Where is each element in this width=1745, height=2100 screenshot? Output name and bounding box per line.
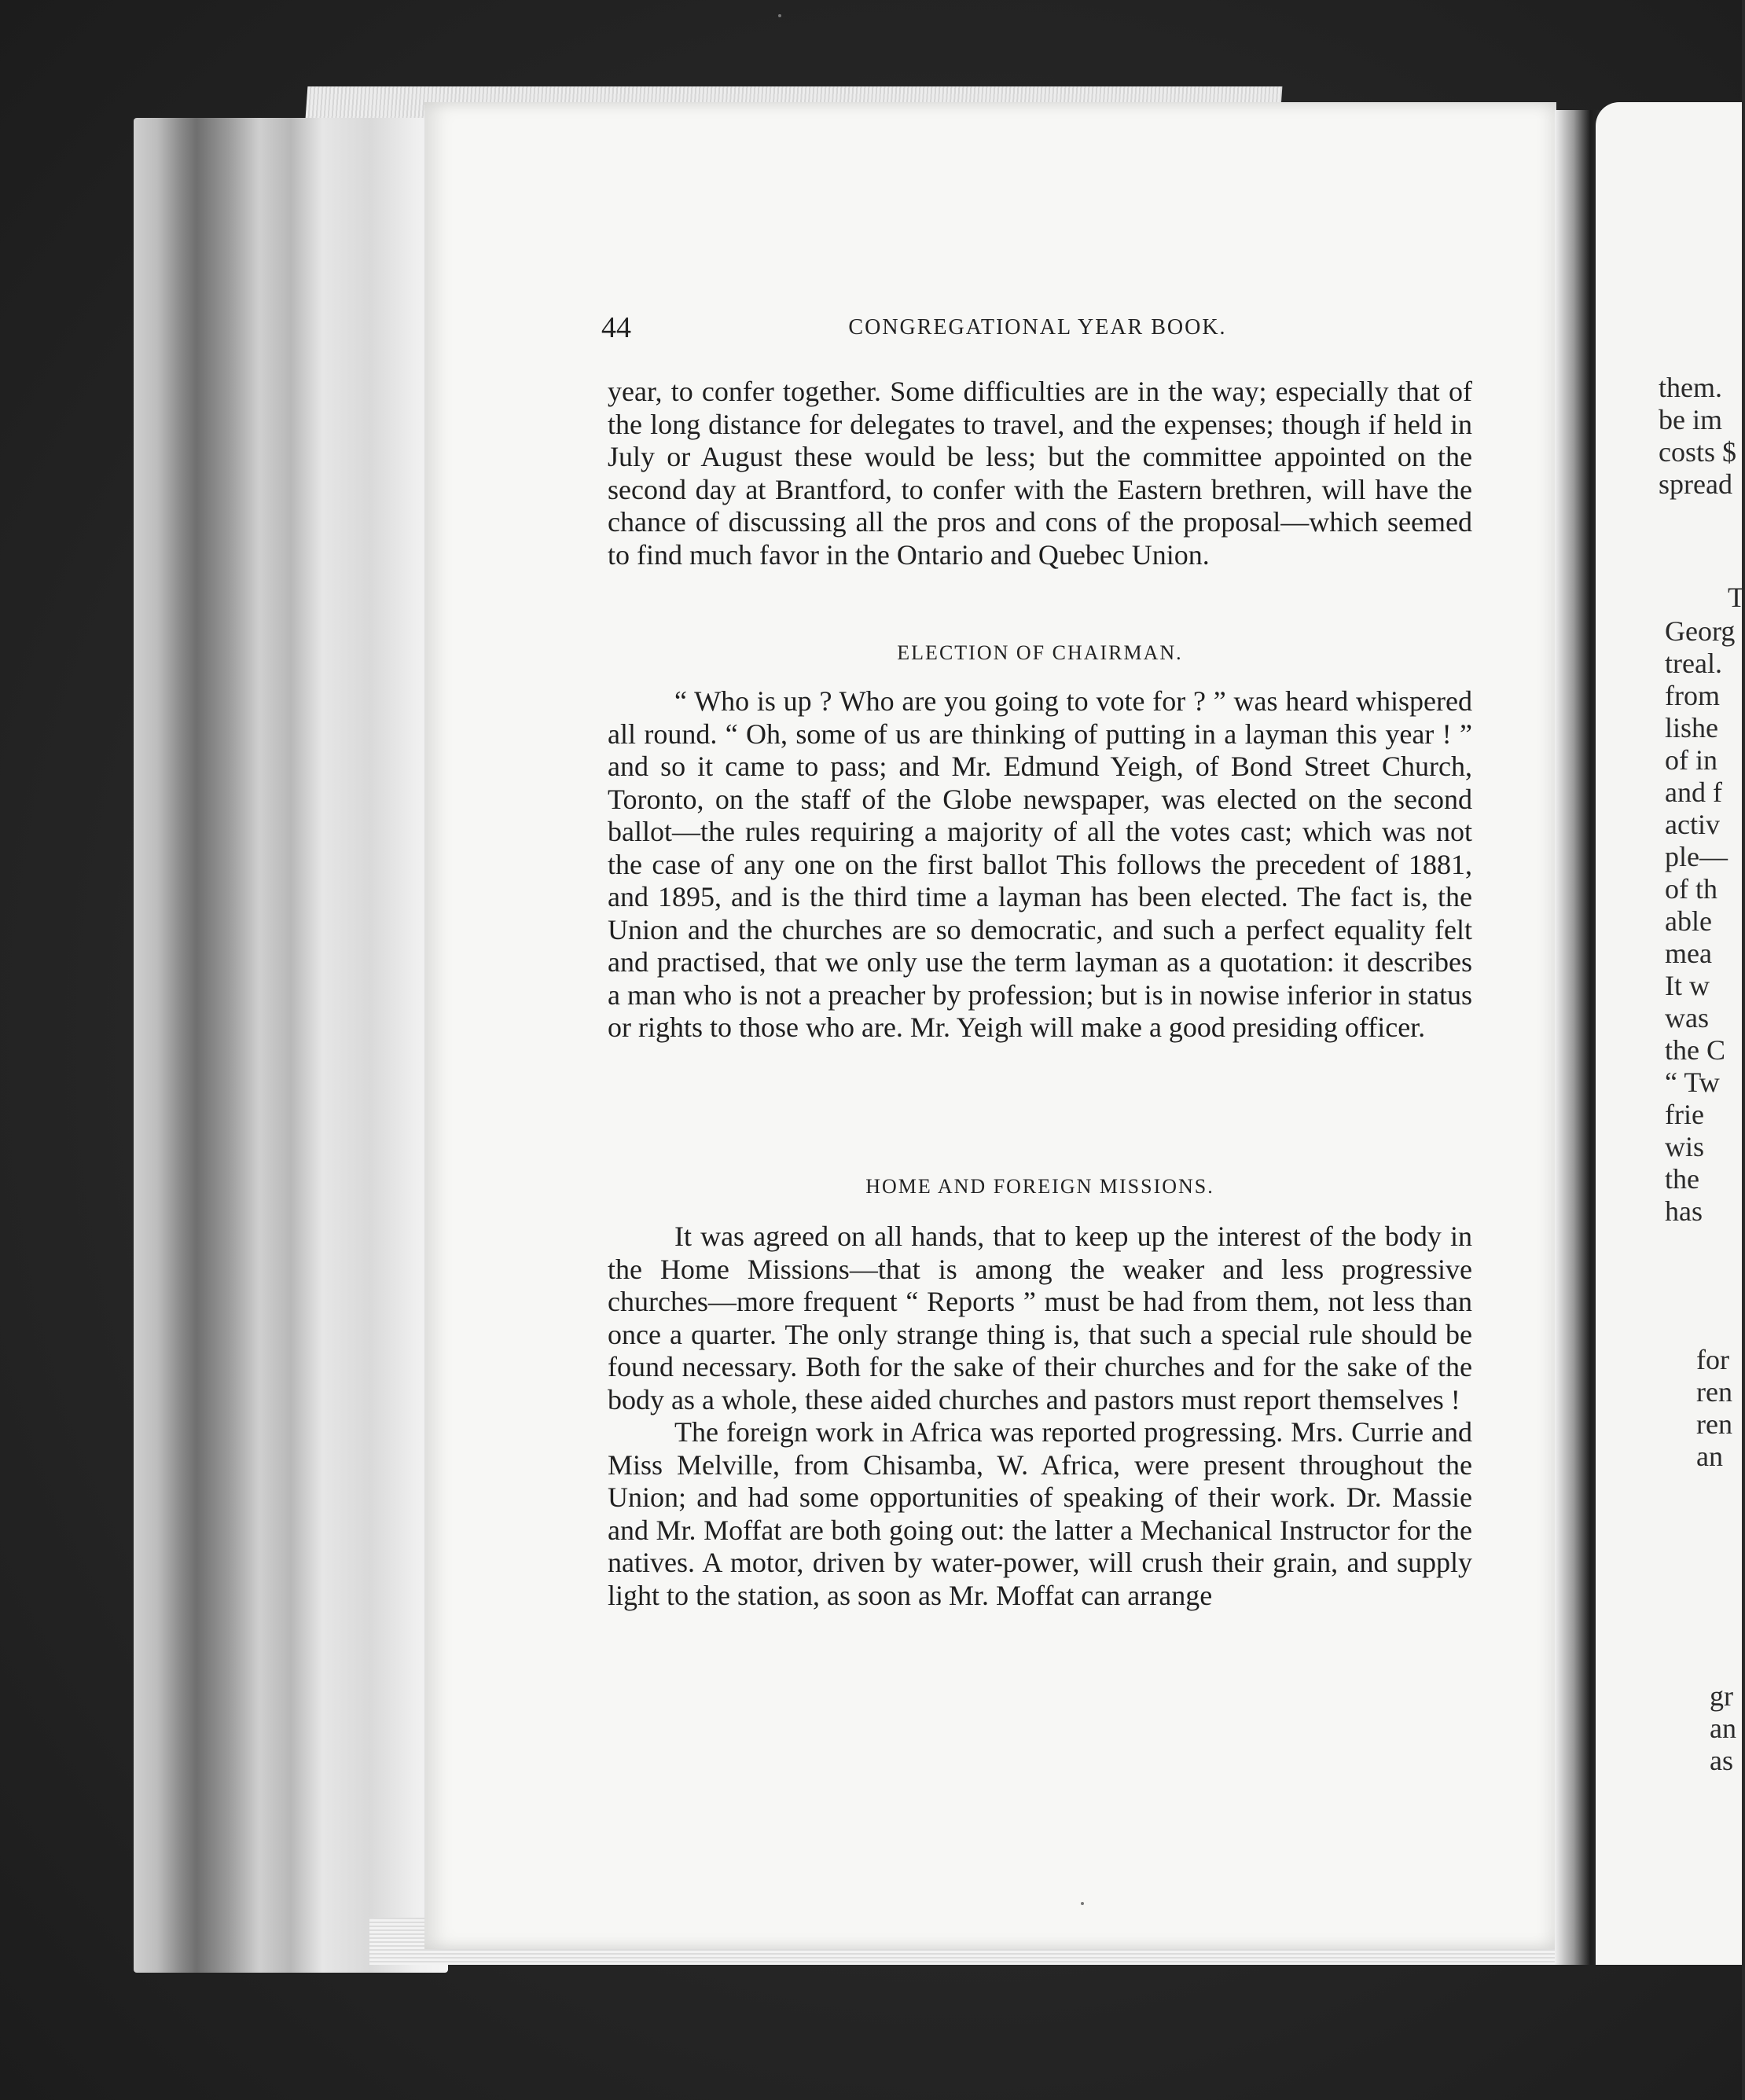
facing-line: has [1665, 1195, 1703, 1227]
facing-line: costs $ [1659, 436, 1736, 468]
election-paragraph: “ Who is up ? Who are you going to vote for ? ” was heard whispered all round. “ Oh, some of us are thinking of putting in a layman this year ! ” and so it came to pass; and Mr. Edmund Yeigh, of Bond Street Church, Toronto, on the staff of the Globe newspaper, was elected on the second ballot—the rules requiring a majority of all the votes cast; which was not the case of any one on the first ballot This follows the precedent of 1881, and 1895, and is the third time a layman has been elected. The fact is, the Union and the churches are so democratic, and such a perfect equality felt and practised, that we only use the term layman as a quotation: it describes a man who is not a preacher by profession; but is in nowise inferior in status or rights to those who are. Mr. Yeigh will make a good presiding officer. [608, 685, 1472, 1043]
facing-line: treal. [1665, 648, 1722, 679]
facing-line: ren [1696, 1376, 1732, 1408]
facing-line: mea [1665, 938, 1712, 969]
facing-line: wis [1665, 1131, 1705, 1162]
book-gutter [1555, 110, 1602, 1965]
scan-speck [1081, 1902, 1084, 1905]
page-number: 44 [601, 311, 631, 344]
facing-line: the C [1665, 1034, 1725, 1066]
facing-line: an [1696, 1441, 1723, 1472]
facing-line: ren [1696, 1408, 1732, 1440]
missions-paragraph-block [608, 1221, 1472, 1612]
facing-line: ple— [1665, 841, 1728, 872]
facing-line: lishe [1665, 712, 1718, 743]
facing-line: be im [1659, 404, 1722, 435]
facing-line: frie [1665, 1099, 1704, 1130]
facing-line: activ [1665, 809, 1720, 840]
facing-line: them. [1659, 372, 1722, 403]
intro-paragraph: year, to confer together. Some difficulties are in the way; especially that of the long distance for delegates to travel, and the expenses; though if held in July or August these would be less; but the committee appointed on the second day at Brantford, to confer with the Eastern brethren, will have the chance of discussing all the pros and cons of the proposal—which seemed to find much favor in the Ontario and Quebec Union. [608, 376, 1472, 571]
facing-line: as [1710, 1745, 1733, 1776]
foreign-missions-paragraph: The foreign work in Africa was reported progressing. Mrs. Currie and Miss Melville, from Chisamba, W. Africa, were present throughout the Union; and had some opportunities of speaking of their work. Dr. Massie and Mr. Moffat are both going out: the latter a Mechanical Instructor for the natives. A motor, driven by water-power, will crush their grain, and supply light to the station, as soon as Mr. Moffat can arrange [608, 1416, 1472, 1611]
facing-line: from [1665, 680, 1720, 711]
running-head: CONGREGATIONAL YEAR BOOK. [848, 315, 1227, 340]
home-missions-paragraph: It was agreed on all hands, that to keep up the interest of the body in the Home Missions—that is among the weaker and less progressive churches—more frequent “ Reports ” must be had from them, not less than once a quarter. The only strange thing is, that such a special rule should be found necessary. Both for the sake of their churches and for the sake of the body as a whole, these aided churches and pastors must report themselves ! [608, 1221, 1472, 1415]
facing-page [1596, 102, 1745, 1965]
facing-line: and f [1665, 776, 1722, 808]
facing-line: was [1665, 1002, 1709, 1033]
facing-line: spread [1659, 468, 1732, 500]
facing-line: It w [1665, 970, 1710, 1001]
facing-line: “ Tw [1665, 1067, 1720, 1098]
facing-line: gr [1710, 1680, 1733, 1712]
intro-paragraph-block [608, 376, 1472, 571]
facing-line: the [1665, 1163, 1699, 1195]
facing-line: for [1696, 1344, 1729, 1375]
facing-line: an [1710, 1713, 1736, 1744]
stacked-page-edges [134, 118, 448, 1973]
facing-line: of th [1665, 873, 1717, 905]
page-header [601, 310, 1474, 350]
scan-speck [778, 14, 781, 17]
facing-line: of in [1665, 744, 1717, 776]
facing-line: able [1665, 905, 1712, 937]
election-paragraph-block [608, 685, 1472, 1044]
facing-line: Georg [1665, 615, 1736, 647]
section-heading-missions: HOME AND FOREIGN MISSIONS. [865, 1175, 1214, 1198]
facing-line: T [1728, 582, 1745, 613]
section-heading-election: ELECTION OF CHAIRMAN. [897, 641, 1183, 664]
